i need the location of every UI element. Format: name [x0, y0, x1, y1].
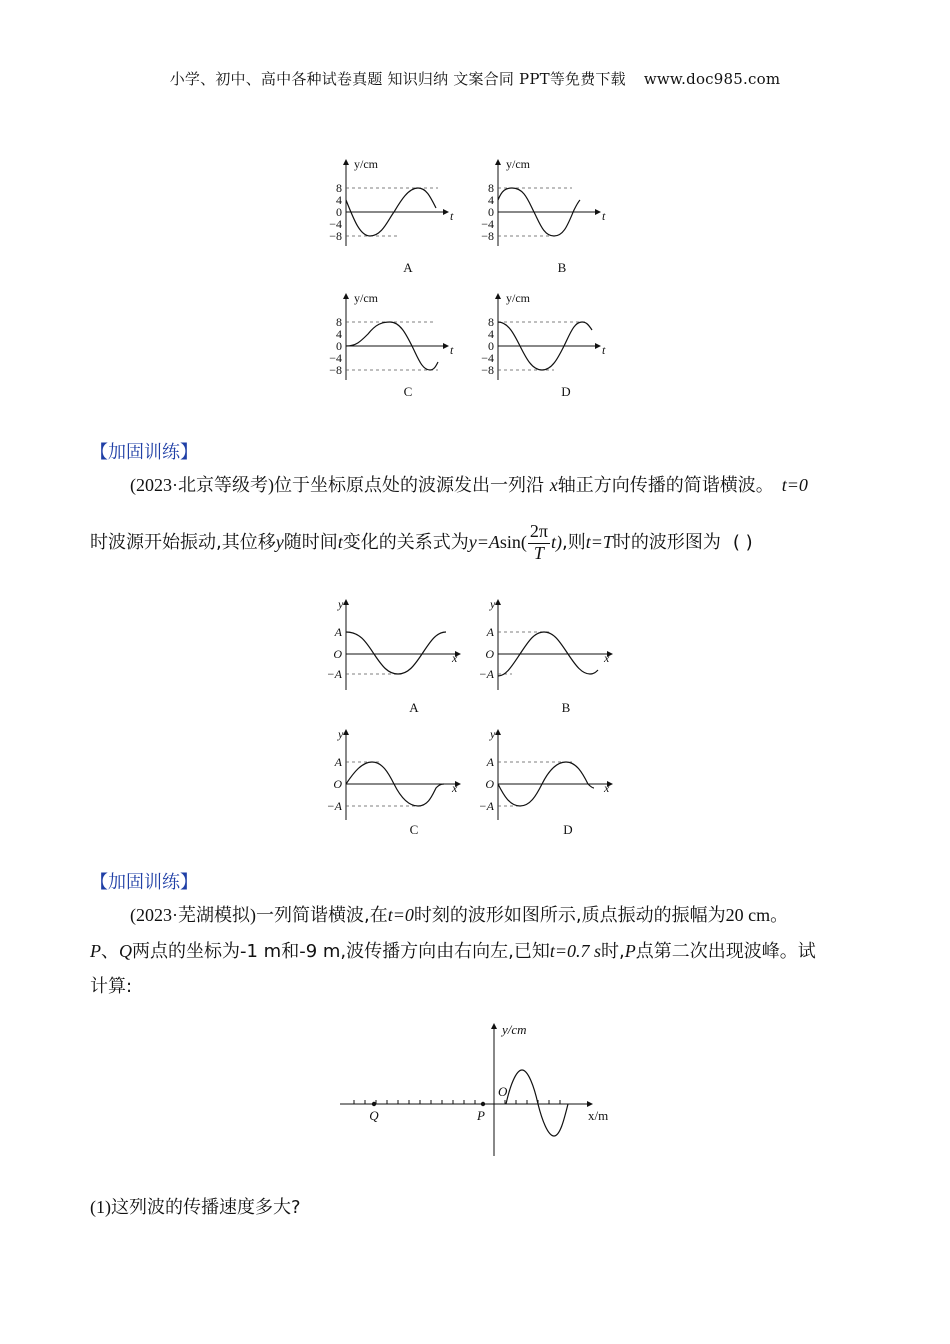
option-label-b: B	[557, 260, 567, 275]
y-axis-label: y	[490, 597, 496, 611]
x-axis-ticks	[354, 1100, 560, 1104]
origin-label: O	[333, 777, 342, 791]
figure-1-svg	[300, 150, 640, 410]
origin-label: O	[485, 647, 494, 661]
section-2-line-3	[90, 978, 862, 996]
option-label-c: C	[403, 384, 413, 399]
figure-1-graph-b	[481, 157, 606, 275]
x-axis-label: x/m	[588, 1108, 609, 1123]
figure-2-graph-d	[479, 727, 612, 837]
figure-2-graph-b	[479, 597, 612, 715]
text-run: 一列简谐横波,在	[255, 905, 388, 926]
figure-1-options	[300, 150, 640, 410]
tick-0: 0	[336, 339, 342, 353]
tick-0: 0	[488, 339, 494, 353]
option-label-b: B	[561, 700, 571, 715]
t-axis-label: t	[450, 343, 454, 357]
var-y: y	[275, 531, 284, 552]
y-axis-label: y	[338, 597, 344, 611]
t-axis-label: t	[602, 343, 606, 357]
section-1-line-1	[130, 476, 870, 495]
origin-label: O	[485, 777, 494, 791]
neg-amp-label: −A	[478, 667, 494, 681]
amp-label: A	[334, 625, 342, 639]
t-axis-label: t	[602, 209, 606, 223]
text-run: 计算:	[90, 976, 133, 997]
option-label-a: A	[403, 260, 413, 275]
y-axis-label: y	[338, 727, 344, 741]
var-p: P	[624, 941, 636, 961]
tick-4: 4	[336, 327, 342, 341]
section-2-title: 【加固训练】	[90, 872, 198, 893]
answer-bracket: ( )	[732, 531, 753, 553]
x-axis-label: x	[604, 781, 610, 795]
figure-3-svg	[330, 1020, 630, 1160]
option-label-c: C	[409, 822, 419, 837]
var-t0: t=0	[387, 905, 414, 925]
var-t: t	[337, 531, 343, 552]
tick-neg8: −8	[329, 229, 342, 243]
tick-4: 4	[336, 193, 342, 207]
point-q	[372, 1102, 376, 1106]
amp-label: A	[334, 755, 342, 769]
x-axis-label: x	[452, 651, 458, 665]
tick-0: 0	[488, 205, 494, 219]
y-axis-label: y	[490, 727, 496, 741]
formula-rhs: t)	[550, 531, 562, 552]
amplitude-value: 20 cm。	[725, 905, 789, 925]
section-1-line-2	[90, 522, 862, 564]
tick-4: 4	[488, 193, 494, 207]
tick-neg8: −8	[481, 363, 494, 377]
figure-1-graph-a	[329, 157, 454, 275]
neg-amp-label: −A	[326, 667, 342, 681]
formula-fraction	[528, 522, 550, 564]
var-t0: t=0	[781, 475, 808, 495]
tick-neg8: −8	[481, 229, 494, 243]
y-axis-label: y/cm	[354, 291, 378, 305]
tick-8: 8	[488, 315, 494, 329]
wave-curve	[346, 632, 446, 674]
source-tag: (2023·芜湖模拟)	[130, 905, 256, 925]
text-run: 随时间	[283, 531, 338, 553]
question-text: 这列波的传播速度多大?	[111, 1197, 301, 1218]
y-axis-label: y/cm	[506, 291, 530, 305]
text-run: 轴正方向传播的简谐横波。	[557, 475, 774, 496]
text-run: 时,	[601, 941, 625, 962]
wave-curve	[506, 1070, 568, 1136]
tick-neg8: −8	[329, 363, 342, 377]
figure-2-graph-c	[327, 727, 460, 837]
origin-label: O	[333, 647, 342, 661]
section-2-line-1	[130, 906, 870, 925]
section-1-title: 【加固训练】	[90, 442, 198, 463]
point-p	[481, 1102, 485, 1106]
var-x: x	[549, 475, 558, 495]
page-header	[0, 68, 950, 89]
t-axis-label: t	[450, 209, 454, 223]
formula-lhs: y=A	[468, 531, 500, 552]
header-site: www.doc985.com	[643, 70, 781, 88]
text-run: 时波源开始振动,其位移	[90, 531, 276, 553]
var-q: Q	[119, 941, 132, 961]
text-run: 位于坐标原点处的波源发出一列沿	[273, 475, 544, 496]
text-run: 两点的坐标为-1 m和-9 m,波传播方向由右向左,已知	[132, 941, 550, 962]
figure-3-wave	[330, 1020, 630, 1160]
text-run: 、	[101, 941, 119, 962]
header-text: 小学、初中、高中各种试卷真题 知识归纳 文案合同 PPT等免费下载	[169, 70, 626, 88]
question-1	[90, 1198, 862, 1217]
var-p: P	[90, 941, 101, 961]
tick-neg4: −4	[481, 217, 494, 231]
tick-8: 8	[336, 315, 342, 329]
tick-8: 8	[336, 181, 342, 195]
y-axis-label: y/cm	[354, 157, 378, 171]
text-run: 点第二次出现波峰。试	[635, 941, 816, 962]
q-label: Q	[369, 1108, 379, 1123]
text-run: 变化的关系式为	[342, 531, 469, 553]
fraction-numerator: 2π	[528, 522, 550, 544]
source-tag: (2023·北京等级考)	[130, 475, 274, 495]
var-tT: t=T	[585, 531, 613, 552]
tick-neg4: −4	[481, 351, 494, 365]
amp-label: A	[486, 625, 494, 639]
tick-0: 0	[336, 205, 342, 219]
tick-8: 8	[488, 181, 494, 195]
figure-1-graph-d	[481, 291, 606, 399]
text-run: 时刻的波形如图所示,质点振动的振幅为	[413, 905, 726, 926]
tick-4: 4	[488, 327, 494, 341]
question-number: (1)	[90, 1197, 111, 1217]
option-label-d: D	[563, 822, 573, 837]
neg-amp-label: −A	[478, 799, 494, 813]
var-t07: t=0.7 s	[549, 941, 602, 961]
y-axis-label: y/cm	[506, 157, 530, 171]
section-2-line-2	[90, 942, 862, 961]
amp-label: A	[486, 755, 494, 769]
tick-neg4: −4	[329, 217, 342, 231]
x-axis-label: x	[604, 651, 610, 665]
figure-1-graph-c	[329, 291, 454, 399]
formula-sin: sin(	[499, 531, 527, 552]
fraction-denominator: T	[533, 542, 544, 563]
figure-2-options	[300, 590, 640, 850]
figure-2-graph-a	[327, 597, 460, 715]
neg-amp-label: −A	[326, 799, 342, 813]
x-axis-label: x	[452, 781, 458, 795]
figure-2-svg	[300, 590, 640, 850]
text-run: ,则	[561, 531, 586, 553]
origin-label: O	[498, 1084, 508, 1099]
p-label: P	[477, 1108, 485, 1123]
text-run: 时的波形图为	[612, 531, 721, 553]
option-label-d: D	[561, 384, 571, 399]
tick-neg4: −4	[329, 351, 342, 365]
option-label-a: A	[409, 700, 419, 715]
y-axis-label: y/cm	[502, 1022, 527, 1037]
